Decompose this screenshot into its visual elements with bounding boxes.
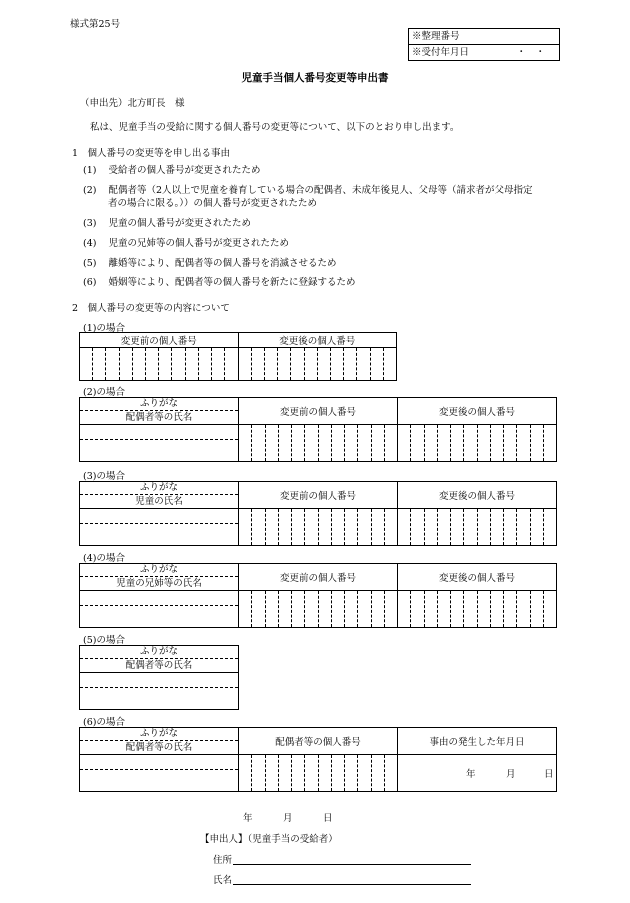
case4-label: (4)の場合 [83, 553, 125, 564]
addressee: （申出先）北方町長 様 [80, 98, 185, 109]
case5-name-header: ふりがな 配偶者等の氏名 [80, 646, 239, 673]
case1-after-header: 変更後の個人番号 [238, 333, 397, 348]
case2-after-header: 変更後の個人番号 [398, 398, 557, 425]
case5-label: (5)の場合 [83, 635, 125, 646]
case3-label: (3)の場合 [83, 471, 125, 482]
case3-before-number[interactable] [239, 509, 398, 546]
case4-before-header: 変更前の個人番号 [239, 564, 398, 591]
case6-number-input[interactable] [239, 755, 398, 792]
reason-item-2-cont: 者の場合に限る。））の個人番号が変更されたため [108, 198, 318, 209]
section2-heading: 2 個人番号の変更等の内容について [72, 303, 230, 314]
reason-item-2: (2) 配偶者等（2人以上で児童を養育している場合の配偶者、未成年後見人、父母等（請求者が父母指定 [83, 185, 533, 196]
reference-number-field[interactable]: ※整理番号 [412, 31, 460, 42]
case6-date-input[interactable]: 年 月 日 [398, 755, 557, 792]
case3-after-number[interactable] [398, 509, 557, 546]
case4-table [79, 563, 557, 628]
form-number: 様式第25号 [70, 19, 121, 30]
case6-label: (6)の場合 [83, 717, 125, 728]
case4-name-input[interactable] [80, 591, 239, 628]
case5-name-input[interactable] [80, 673, 239, 710]
case4-after-number[interactable] [398, 591, 557, 628]
case4-name-header: ふりがな 児童の兄姉等の氏名 [80, 564, 239, 591]
case2-name-input[interactable] [80, 425, 239, 462]
address-field[interactable] [233, 864, 471, 865]
case2-after-number[interactable] [398, 425, 557, 462]
case2-name-header: ふりがな 配偶者等の氏名 [80, 398, 239, 425]
case4-before-number[interactable] [239, 591, 398, 628]
case1-before-header: 変更前の個人番号 [80, 333, 239, 348]
case6-number-header: 配偶者等の個人番号 [239, 728, 398, 755]
case3-before-header: 変更前の個人番号 [239, 482, 398, 509]
case6-table [79, 727, 557, 792]
applicant-heading: 【申出人】（児童手当の受給者） [200, 834, 338, 845]
reason-item-3: (3) 児童の個人番号が変更されたため [83, 218, 251, 229]
case2-before-number[interactable] [239, 425, 398, 462]
case1-before-number[interactable] [80, 348, 239, 381]
reason-item-5: (5) 離婚等により、配偶者等の個人番号を消滅させるため [83, 258, 337, 269]
case3-table [79, 481, 557, 546]
case6-name-header: ふりがな 配偶者等の氏名 [80, 728, 239, 755]
section1-heading: 1 個人番号の変更等を申し出る事由 [72, 148, 231, 159]
case6-name-input[interactable] [80, 755, 239, 792]
case5-table [79, 645, 239, 710]
case2-label: (2)の場合 [83, 387, 125, 398]
reason-item-1: (1) 受給者の個人番号が変更されたため [83, 165, 261, 176]
case3-after-header: 変更後の個人番号 [398, 482, 557, 509]
case6-date-header: 事由の発生した年月日 [398, 728, 557, 755]
case1-table [79, 332, 397, 381]
name-field[interactable] [233, 884, 471, 885]
case2-table [79, 397, 557, 462]
received-date-field[interactable]: ※受付年月日 ・ ・ [409, 44, 559, 60]
reason-item-6: (6) 婚姻等により、配偶者等の個人番号を新たに登録するため [83, 277, 356, 288]
case4-after-header: 変更後の個人番号 [398, 564, 557, 591]
reason-item-4: (4) 児童の兄姉等の個人番号が変更されたため [83, 238, 289, 249]
case3-name-input[interactable] [80, 509, 239, 546]
office-use-box [408, 28, 560, 61]
intro-text: 私は、児童手当の受給に関する個人番号の変更等について、以下のとおり申し出ます。 [90, 122, 460, 133]
case1-after-number[interactable] [238, 348, 397, 381]
address-label: 住所 [213, 855, 233, 866]
case2-before-header: 変更前の個人番号 [239, 398, 398, 425]
case1-label: (1)の場合 [83, 323, 125, 334]
name-label: 氏名 [213, 875, 233, 886]
page-title: 児童手当個人番号変更等申出書 [241, 72, 389, 84]
case3-name-header: ふりがな 児童の氏名 [80, 482, 239, 509]
